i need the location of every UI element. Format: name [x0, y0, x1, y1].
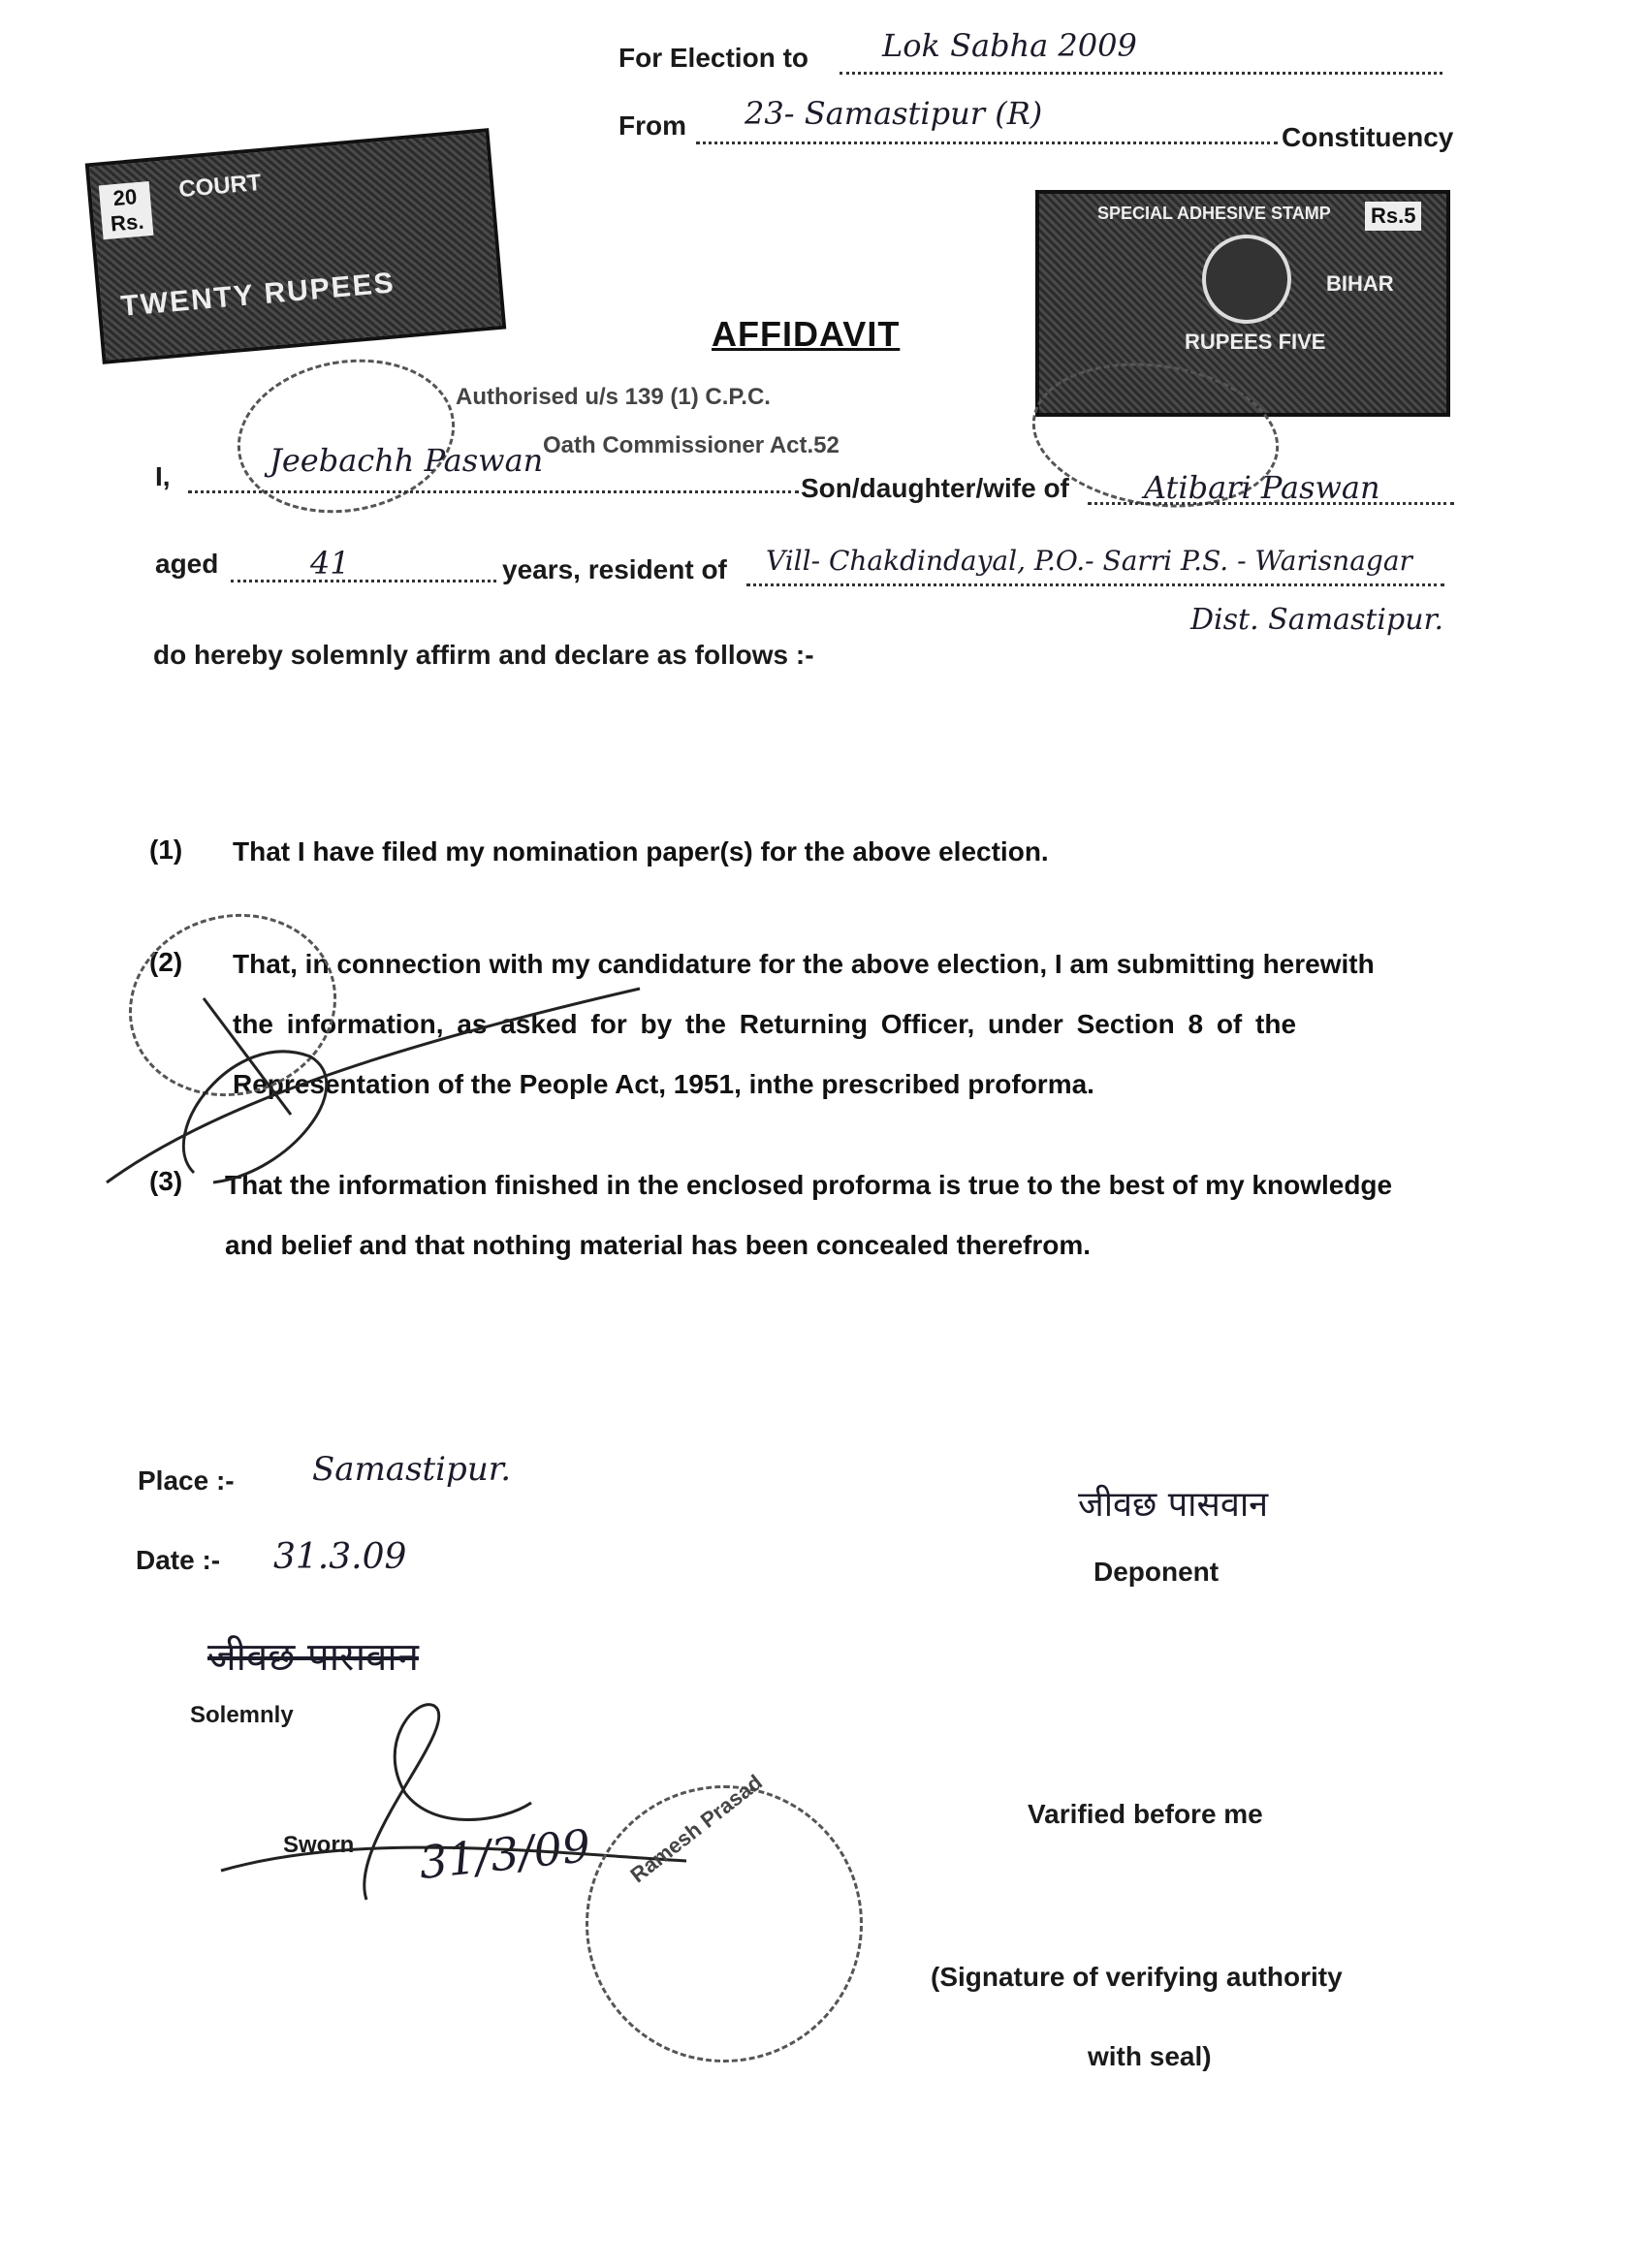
signature-authority-line-2: with seal) [1088, 2041, 1212, 2071]
clause-3-line-2: and belief and that nothing material has been concealed therefrom. [225, 1230, 1092, 1260]
clause-3-number: (3) [149, 1166, 183, 1196]
residence-dotted-line [746, 583, 1444, 586]
i-label: I, [155, 461, 171, 491]
years-label: years, resident of [502, 554, 727, 584]
residence-value: Vill- Chakdindayal, P.O.- Sarri P.S. - Warisnagar [766, 545, 1412, 577]
residence-district: Dist. Samastipur. [1190, 603, 1444, 637]
from-label: From [618, 110, 686, 141]
aged-label: aged [155, 549, 219, 579]
stamp-denomination: Rs.5 [1365, 202, 1421, 231]
deponent-signature: जीवछ पासवान [1078, 1485, 1269, 1525]
stamp-state-text: BIHAR [1326, 271, 1394, 296]
clause-2-line-2: the information, as asked for by the Returning Officer, under Section 8 of the [233, 1009, 1297, 1039]
verified-text: Varified before me [1028, 1799, 1263, 1829]
seal-text: Ramesh Prasad [625, 1769, 767, 1888]
stamp-value-text: RUPEES FIVE [1185, 330, 1326, 354]
declaration-text: do hereby solemnly affirm and declare as follows :- [153, 640, 814, 670]
page-title: AFFIDAVIT [712, 314, 901, 354]
deponent-name: Jeebachh Paswan [269, 442, 544, 479]
constituency-label: Constituency [1282, 122, 1454, 152]
date-value: 31.3.09 [273, 1537, 407, 1577]
relation-label: Son/daughter/wife of [801, 473, 1069, 503]
stamp-emblem [1202, 235, 1291, 324]
stamp-header-text: SPECIAL ADHESIVE STAMP [1097, 204, 1331, 223]
election-label: For Election to [618, 43, 808, 73]
clause-2-line-3: Representation of the People Act, 1951, inthe prescribed proforma. [233, 1069, 1094, 1099]
clause-3-line-1: That the information finished in the enclosed proforma is true to the best of my knowledge [225, 1170, 1393, 1200]
stamp-court-text: COURT [177, 169, 263, 204]
place-value: Samastipur. [312, 1450, 512, 1489]
overprint-authorization: Authorised u/s 139 (1) C.P.C. [456, 384, 771, 410]
parent-name: Atibari Paswan [1144, 469, 1380, 506]
deponent-label: Deponent [1093, 1557, 1220, 1587]
from-value: 23- Samastipur (R) [745, 95, 1043, 132]
signature-left: जीवछ पासवान [207, 1635, 419, 1680]
from-dotted-line [696, 142, 1278, 144]
notary-seal-top-left [225, 343, 467, 530]
court-fee-stamp-left [85, 128, 507, 364]
place-label: Place :- [138, 1465, 235, 1496]
scribble-signature-middle [97, 960, 776, 1212]
clause-1-number: (1) [149, 835, 183, 865]
election-dotted-line [840, 72, 1442, 75]
signature-authority-line-1: (Signature of verifying authority [931, 1962, 1343, 1992]
clause-2-line-1: That, in connection with my candidature for the above election, I am submitting herewith [233, 949, 1375, 979]
name-dotted-line [188, 490, 799, 493]
clause-1-text: That I have filed my nomination paper(s) for the above election. [233, 836, 1049, 866]
clause-2-number: (2) [149, 947, 183, 977]
election-value: Lok Sabha 2009 [882, 27, 1137, 64]
notary-seal-bottom [586, 1785, 863, 2063]
age-value: 41 [310, 545, 350, 582]
date-label: Date :- [136, 1545, 221, 1575]
overprint-act: Oath Commissioner Act.52 [543, 432, 840, 458]
sworn-label: Sworn [283, 1832, 355, 1858]
age-dotted-line [231, 580, 496, 583]
sworn-date: 31/3/09 [416, 1818, 593, 1890]
stamp-denomination: 20 Rs. [99, 181, 154, 239]
solemnly-label: Solemnly [190, 1702, 294, 1728]
stamp-value-text: TWENTY RUPEES [119, 267, 396, 323]
